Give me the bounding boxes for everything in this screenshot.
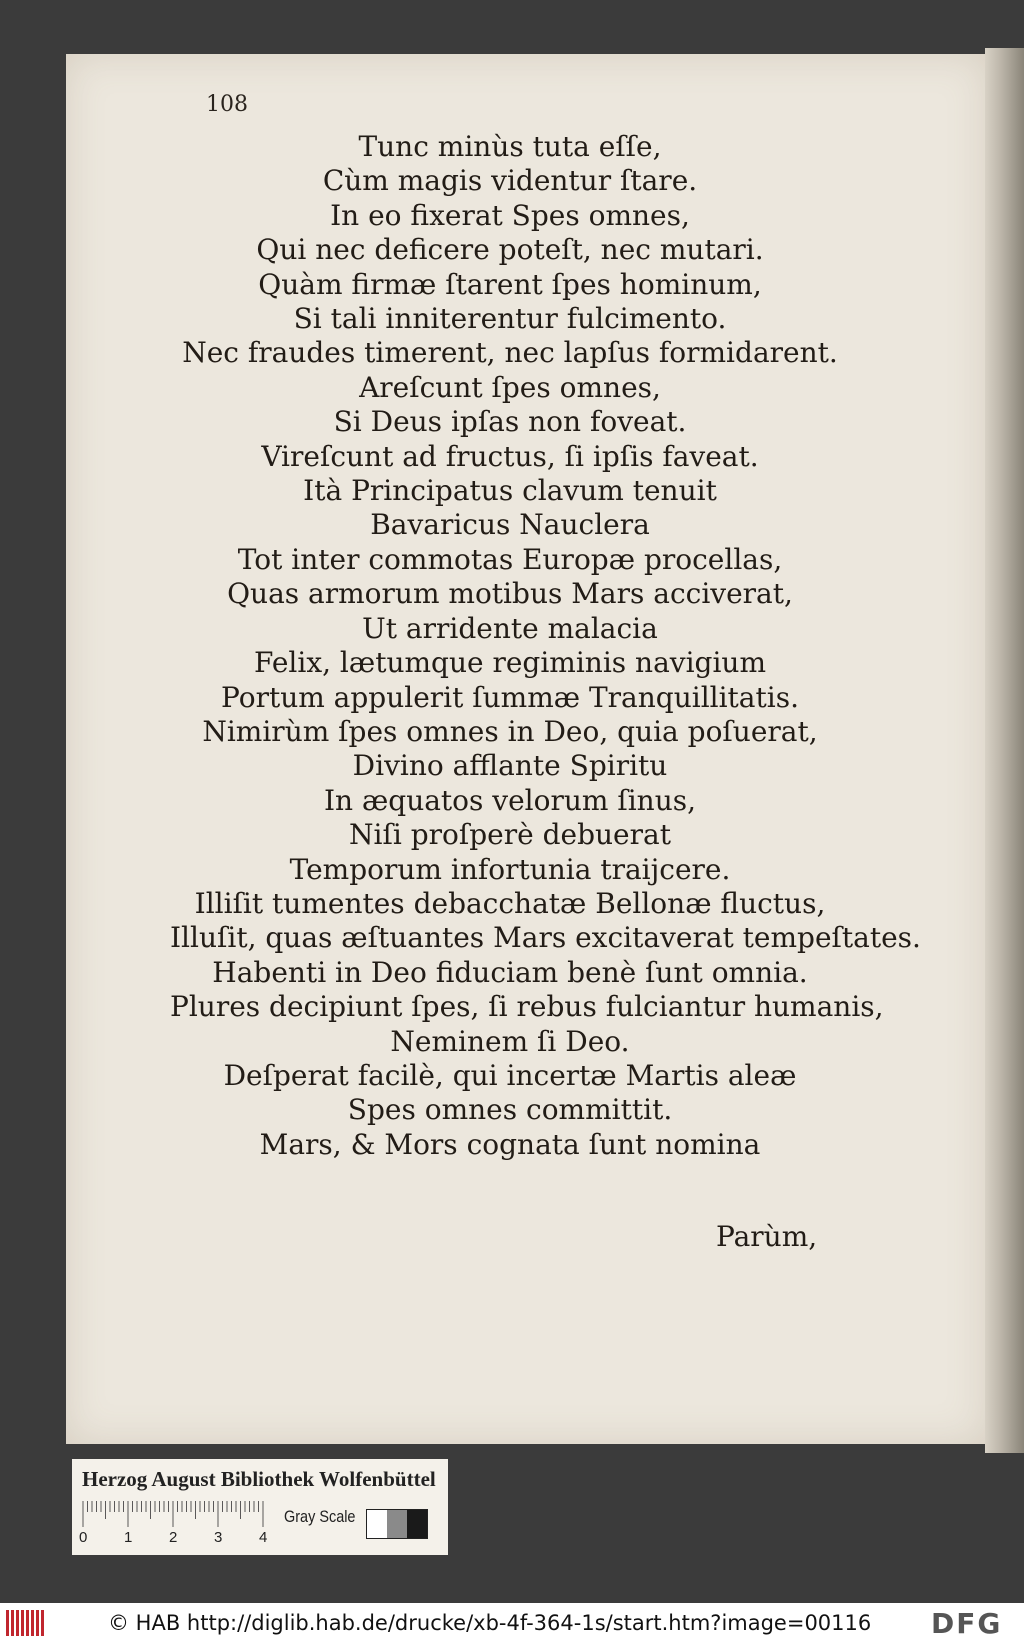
- text-line: Felix, lætumque regiminis navigium: [253, 646, 767, 680]
- text-line: Tot inter commotas Europæ procellas,: [237, 542, 783, 576]
- hab-logo-icon: [6, 1610, 44, 1636]
- text-line: Quàm firmæ ſtarent ſpes hominum,: [258, 267, 762, 301]
- text-line: Niſi proſperè debuerat: [349, 818, 671, 852]
- ruler-number-4: 4: [259, 1529, 268, 1546]
- text-line: Qui nec deficere poteſt, nec mutari.: [256, 233, 764, 267]
- text-line: Ità Principatus clavum tenuit: [303, 474, 717, 508]
- text-line: Nimirùm ſpes omnes in Deo, quia poſuerat,: [202, 714, 818, 748]
- text-line: Quas armorum motibus Mars acciverat,: [227, 577, 793, 611]
- text-line: Tunc minùs tuta eſſe,: [358, 130, 662, 163]
- ruler-number-3: 3: [214, 1529, 223, 1546]
- text-line: Deſperat facilè, qui incertæ Martis aleæ: [223, 1058, 797, 1092]
- text-line: In æquatos velorum ſinus,: [323, 783, 697, 817]
- ruler-number-2: 2: [169, 1529, 178, 1546]
- dfg-logo: DFG: [931, 1607, 1003, 1640]
- poem-text: [170, 130, 921, 1162]
- text-line: Nec fraudes timerent, nec lapſus formidarent.: [182, 336, 838, 370]
- text-line: Si tali inniterentur fulcimento.: [293, 302, 727, 336]
- gray-swatch: [367, 1510, 387, 1538]
- text-line: Vireſcunt ad fructus, ſi ipſis faveat.: [261, 439, 759, 473]
- text-line: Areſcunt ſpes omnes,: [359, 370, 661, 404]
- color-reference-card: [72, 1459, 448, 1555]
- text-line: Mars, & Mors cognata ſunt nomina: [259, 1127, 761, 1161]
- text-line: Ut arridente malacia: [362, 611, 658, 645]
- text-line: Plures decipiunt ſpes, ſi rebus fulciantur humanis,: [170, 990, 884, 1024]
- page-number: 108: [206, 92, 248, 117]
- text-line: Cùm magis videntur ſtare.: [322, 164, 698, 198]
- next-page-edge: [985, 48, 1024, 1453]
- text-line: Illuſit, quas æſtuantes Mars excitaverat tempeſtates.: [170, 921, 921, 955]
- gray-swatch: [407, 1510, 427, 1538]
- text-line: Habenti in Deo fiduciam benè ſunt omnia.: [212, 955, 808, 989]
- ruler-number-0: 0: [79, 1529, 88, 1546]
- library-name: Herzog August Bibliothek Wolfenbüttel: [82, 1467, 436, 1491]
- ruler-ticks: [82, 1501, 264, 1527]
- ruler-number-1: 1: [124, 1529, 133, 1546]
- text-line: In eo fixerat Spes omnes,: [330, 198, 690, 232]
- gray-scale-swatches: [366, 1509, 428, 1539]
- catchword: Parùm,: [716, 1220, 818, 1253]
- gray-swatch: [387, 1510, 407, 1538]
- text-line: Neminem ſi Deo.: [390, 1024, 630, 1058]
- text-line: Illiſit tumentes debacchatæ Bellonæ fluctus,: [194, 886, 826, 920]
- text-line: Bavaricus Nauclera: [370, 508, 650, 542]
- text-line: Spes omnes committit.: [347, 1093, 673, 1127]
- footer-url[interactable]: © HAB http://diglib.hab.de/drucke/xb-4f-364-1s/start.htm?image=00116: [108, 1611, 872, 1635]
- gray-scale-label: Gray Scale: [284, 1507, 356, 1526]
- text-line: Divino afflante Spiritu: [352, 749, 668, 783]
- text-line: Portum appulerit ſummæ Tranquillitatis.: [221, 680, 799, 714]
- text-line: Si Deus ipſas non foveat.: [333, 405, 687, 439]
- text-line: Temporum infortunia traijcere.: [289, 852, 731, 886]
- footer-bar: [0, 1603, 1024, 1643]
